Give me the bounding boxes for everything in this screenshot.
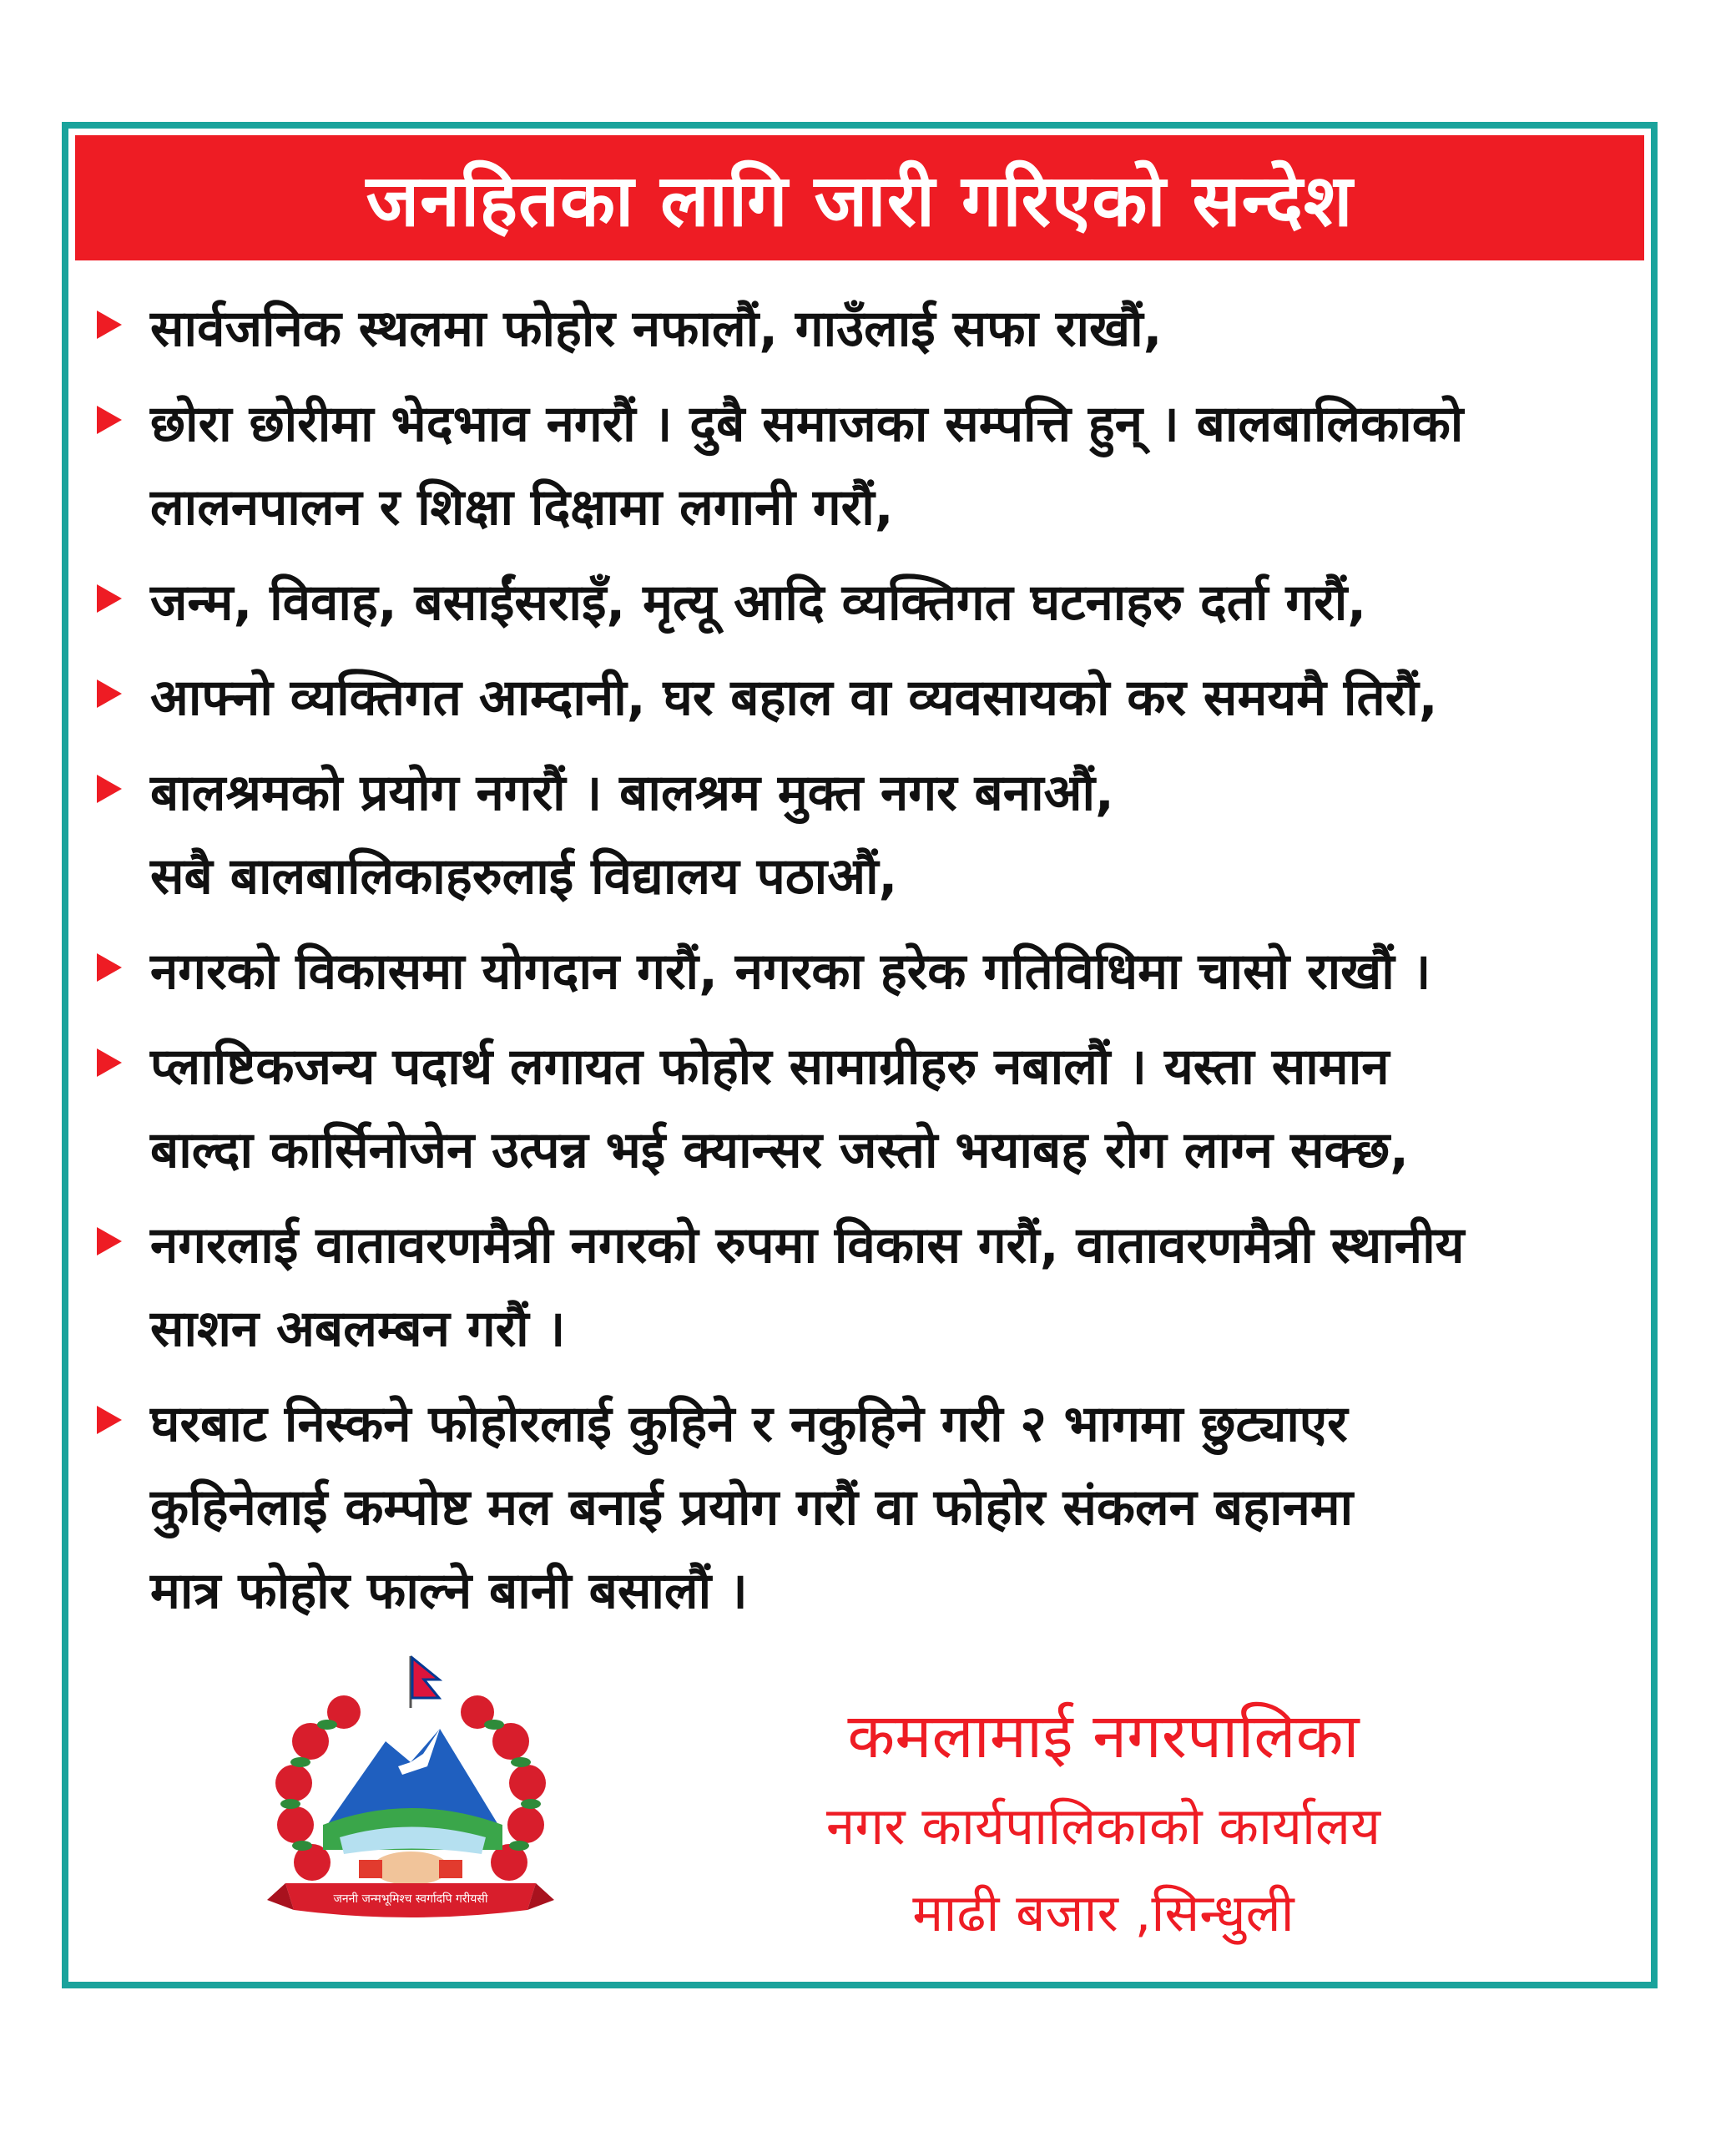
bullet-triangle-icon	[97, 406, 122, 434]
poster-frame	[62, 122, 1658, 1988]
message-item	[85, 751, 1638, 918]
organization-office: नगर कार्यपालिकाको कार्यालय	[825, 1796, 1381, 1857]
message-line: नगरको विकासमा योगदान गरौं, नगरका हरेक गतिविधिमा चासो राखौं ।	[150, 942, 1431, 1001]
message-item	[85, 930, 1638, 1013]
message-line: छोरा छोरीमा भेदभाव नगरौं । दुबै समाजका सम्पत्ति हुन् । बालबालिकाको	[150, 395, 1464, 453]
title-banner	[75, 135, 1644, 260]
bullet-triangle-icon	[97, 584, 122, 613]
bullet-triangle-icon	[97, 775, 122, 803]
message-list	[85, 287, 1638, 1644]
message-item	[85, 287, 1638, 371]
emblem-motto: जननी जन्मभूमिश्च स्वर्गादपि गरीयसी	[333, 1892, 488, 1906]
bullet-triangle-icon	[97, 1406, 122, 1434]
message-line: कुहिनेलाई कम्पोष्ट मल बनाई प्रयोग गरौं वा फोहोर संकलन बहानमा	[150, 1478, 1354, 1537]
nepal-emblem-icon	[260, 1649, 561, 1933]
bullet-triangle-icon	[97, 679, 122, 708]
message-line: सबै बालबालिकाहरुलाई विद्यालय पठाऔं,	[150, 847, 898, 906]
bullet-triangle-icon	[97, 953, 122, 982]
message-line: आफ्नो व्यक्तिगत आम्दानी, घर बहाल वा व्यवसायको कर समयमै तिरौं,	[150, 669, 1438, 727]
message-item	[85, 1382, 1638, 1633]
organization-name: कमलामाई नगरपालिका	[847, 1700, 1360, 1772]
message-line: सार्वजनिक स्थलमा फोहोर नफालौं, गाउँलाई सफा राखौं,	[150, 300, 1163, 358]
message-line: जन्म, विवाह, बसाईंसराइँ, मृत्यू आदि व्यक्तिगत घटनाहरु दर्ता गरौं,	[150, 573, 1367, 632]
organization-block	[669, 1690, 1537, 1957]
message-line: बाल्दा कार्सिनोजेन उत्पन्न भई क्यान्सर जस्तो भयाबह रोग लाग्न सक्छ,	[150, 1121, 1409, 1180]
message-line: प्लाष्टिकजन्य पदार्थ लगायत फोहोर सामाग्रीहरु नबालौं । यस्ता सामान	[150, 1038, 1390, 1096]
message-line: लालनपालन र शिक्षा दिक्षामा लगानी गरौं,	[150, 478, 894, 537]
message-item	[85, 561, 1638, 644]
poster-title: जनहितका लागि जारी गरिएको सन्देश	[366, 159, 1354, 243]
message-line: बालश्रमको प्रयोग नगरौं । बालश्रम मुक्त नगर बनाऔं,	[150, 764, 1114, 822]
message-line: साशन अबलम्बन गरौं ।	[150, 1300, 566, 1358]
message-item	[85, 1025, 1638, 1192]
message-item	[85, 656, 1638, 740]
organization-address: माढी बजार ,सिन्धुली	[912, 1882, 1294, 1943]
message-line: नगरलाई वातावरणमैत्री नगरको रुपमा विकास गरौं, वातावरणमैत्री स्थानीय	[150, 1216, 1465, 1275]
message-item	[85, 1204, 1638, 1371]
bullet-triangle-icon	[97, 1227, 122, 1255]
message-item	[85, 382, 1638, 549]
message-line: मात्र फोहोर फाल्ने बानी बसालौं ।	[150, 1562, 748, 1620]
bullet-triangle-icon	[97, 311, 122, 339]
message-line: घरबाट निस्कने फोहोरलाई कुहिने र नकुहिने गरी २ भागमा छुट्याएर	[150, 1395, 1348, 1453]
bullet-triangle-icon	[97, 1048, 122, 1077]
